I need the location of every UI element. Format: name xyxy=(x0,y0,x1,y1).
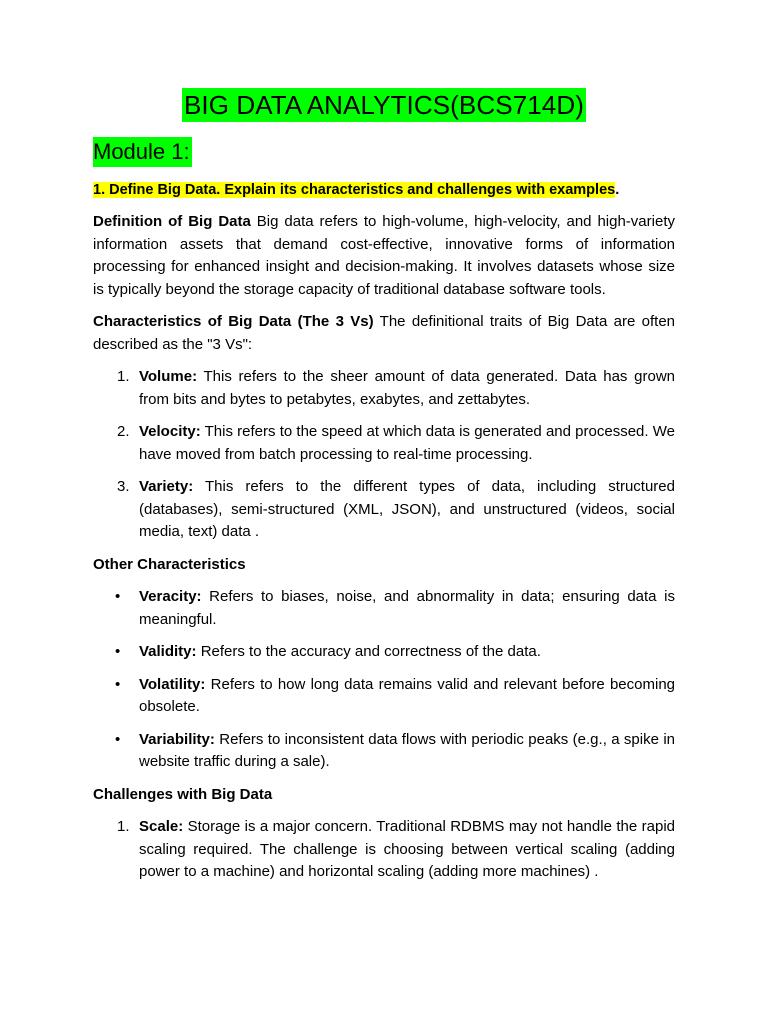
list-text: This refers to the speed at which data is generated and processed. We have moved from batch processing to real-time processing. xyxy=(139,423,675,463)
question-trailing: . xyxy=(615,182,620,198)
other-characteristics-heading: Other Characteristics xyxy=(93,555,246,573)
list-text: This refers to the different types of data, including structured (databases), semi-structured (XML, JSON), and unstructured (videos, social media, text) data . xyxy=(139,478,675,540)
characteristics-list xyxy=(93,366,675,544)
challenges-list xyxy=(93,816,675,884)
list-number: 2. xyxy=(117,423,130,440)
definition-paragraph xyxy=(93,211,675,301)
bullet-icon: • xyxy=(115,588,121,605)
list-number: 1. xyxy=(117,368,130,385)
characteristics-text: The definitional traits of Big Data are often described as the "3 Vs": xyxy=(93,313,675,353)
characteristics-label: Characteristics of Big Data (The 3 Vs) xyxy=(93,313,374,330)
list-number: 3. xyxy=(117,478,130,495)
other-characteristics-list xyxy=(93,586,675,774)
bullet-icon: • xyxy=(115,675,121,693)
module-block xyxy=(93,127,675,167)
list-term: Veracity: xyxy=(139,588,202,605)
question-line xyxy=(93,179,675,201)
challenges-heading: Challenges with Big Data xyxy=(93,785,273,803)
list-term: Variability: xyxy=(139,730,215,748)
definition-text: Big data refers to high-volume, high-velocity, and high-variety information assets that demand cost-effective, innovative forms of information processing for enhanced insight and decision-making. It involves datasets whose size is typically beyond the storage capacity of traditional database software tools. xyxy=(93,213,675,298)
list-item-validity xyxy=(93,641,675,664)
list-item-volatility xyxy=(93,674,675,719)
list-item-veracity xyxy=(93,586,675,631)
title-block xyxy=(93,0,675,127)
list-text: This refers to the sheer amount of data generated. Data has grown from bits and bytes to petabytes, exabytes, and zettabytes. xyxy=(139,368,675,408)
list-term: Validity: xyxy=(139,643,197,660)
list-term: Scale: xyxy=(139,818,184,835)
list-number: 1. xyxy=(117,818,130,835)
bullet-icon: • xyxy=(115,730,121,748)
list-item-volume xyxy=(93,366,675,411)
list-text: Refers to how long data remains valid and relevant before becoming obsolete. xyxy=(139,675,675,715)
list-term: Velocity: xyxy=(139,423,201,440)
list-text: Refers to inconsistent data flows with periodic peaks (e.g., a spike in website traffic during a sale). xyxy=(139,730,675,770)
list-text: Refers to the accuracy and correctness of the data. xyxy=(196,643,541,660)
bullet-icon: • xyxy=(115,643,121,660)
list-term: Volatility: xyxy=(139,675,206,693)
question-text: 1. Define Big Data. Explain its characteristics and challenges with examples xyxy=(93,182,616,198)
list-term: Variety: xyxy=(139,478,194,495)
module-heading: Module 1: xyxy=(93,137,192,167)
list-text: Storage is a major concern. Traditional RDBMS may not handle the rapid scaling required. The challenge is choosing between vertical scaling (adding power to a machine) and horizontal scaling (adding more machines) . xyxy=(139,818,675,880)
list-item-variety xyxy=(93,476,675,544)
characteristics-intro xyxy=(93,311,675,356)
definition-label: Definition of Big Data xyxy=(93,213,251,230)
list-item-variability xyxy=(93,729,675,774)
document-title: BIG DATA ANALYTICS(BCS714D) xyxy=(183,90,585,120)
list-item-velocity xyxy=(93,421,675,466)
list-item-scale xyxy=(93,816,675,884)
list-text: Refers to biases, noise, and abnormality in data; ensuring data is meaningful. xyxy=(139,588,675,628)
list-term: Volume: xyxy=(139,368,198,385)
